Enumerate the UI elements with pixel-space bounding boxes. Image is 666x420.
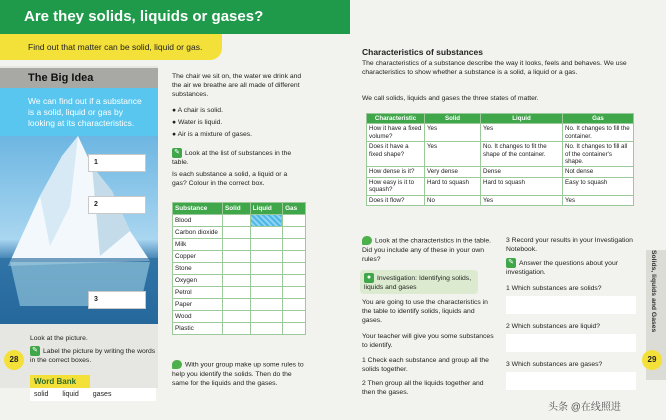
colour-box-liquid[interactable] (250, 227, 282, 239)
substance-name: Carbon dioxide (173, 227, 223, 239)
colour-box-gas[interactable] (283, 311, 306, 323)
chapter-side-tab-label: Solids, liquids and Gases (650, 250, 657, 333)
characteristic-row (367, 124, 634, 142)
substance-name: Wood (173, 311, 223, 323)
characteristics-heading: Characteristics of substances (362, 47, 483, 57)
colour-box-liquid[interactable] (250, 299, 282, 311)
char-header: Characteristic (367, 114, 425, 124)
step-1: 1 Check each substance and group all the solids together. (362, 357, 489, 374)
page-number-left: 28 (4, 350, 24, 370)
colour-box-solid[interactable] (223, 275, 251, 287)
word-bank (30, 375, 156, 411)
substance-row (173, 299, 306, 311)
header-gas: Gas (283, 203, 306, 215)
page-number-right: 29 (642, 350, 662, 370)
colour-box-solid[interactable] (223, 311, 251, 323)
colour-box-liquid[interactable] (250, 323, 282, 335)
pencil-icon: ✎ (30, 346, 40, 356)
characteristic-row (367, 142, 634, 167)
watermark: 头条 @在线照进 (548, 402, 621, 413)
substance-name: Copper (173, 251, 223, 263)
colour-box-liquid[interactable] (250, 287, 282, 299)
characteristic-value: Dense (481, 167, 563, 177)
question-2: 2 Which substances are liquid? (506, 323, 601, 330)
colour-box-solid[interactable] (223, 299, 251, 311)
big-idea-title: The Big Idea (0, 68, 158, 88)
colour-box-liquid[interactable] (250, 239, 282, 251)
colour-box-liquid[interactable] (250, 275, 282, 287)
substance-row (173, 311, 306, 323)
speech-bubble-icon (362, 236, 372, 245)
answer-box-2[interactable] (506, 334, 636, 352)
subtitle-banner: Find out that matter can be solid, liquid or gas. (0, 34, 222, 60)
step-2: 2 Then group all the liquids together and then the gases. (362, 380, 484, 397)
step-3: 3 Record your results in your Investigation Notebook. (506, 237, 633, 254)
colour-box-gas[interactable] (283, 263, 306, 275)
characteristic-value: No (425, 195, 481, 205)
substance-row (173, 287, 306, 299)
colour-box-liquid[interactable] (250, 311, 282, 323)
char-header: Gas (563, 114, 634, 124)
going-to-paragraph: You are going to use the characteristics in the table to identify solids, liquids and gases. (362, 299, 488, 325)
characteristic-value: Yes (481, 124, 563, 142)
substance-name: Blood (173, 215, 223, 227)
colour-box-solid[interactable] (223, 239, 251, 251)
colour-box-gas[interactable] (283, 251, 306, 263)
characteristic-name: Does it flow? (367, 195, 425, 205)
bullet-item: ● Water is liquid. (172, 119, 223, 127)
characteristic-value: Hard to squash (481, 177, 563, 195)
word-liquid: liquid (62, 391, 79, 398)
substance-name: Oxygen (173, 275, 223, 287)
substance-row (173, 215, 306, 227)
substance-row (173, 251, 306, 263)
substance-row (173, 263, 306, 275)
colour-box-gas[interactable] (283, 323, 306, 335)
look-list-instruction: ✎ Look at the list of substances in the table. (172, 149, 292, 166)
colour-box-solid[interactable] (223, 215, 251, 227)
look-instruction: Look at the picture. (30, 335, 88, 342)
characteristic-name: Does it have a fixed shape? (367, 142, 425, 167)
label-instruction: ✎ Label the picture by writing the words in the correct boxes. (30, 347, 156, 364)
answer-box-1[interactable] (506, 296, 636, 314)
bullet-list (172, 106, 302, 140)
characteristic-value: Very dense (425, 167, 481, 177)
look-characteristics: Look at the characteristics in the table. Did you include any of these in your own rules? (362, 237, 491, 263)
colour-box-gas[interactable] (283, 287, 306, 299)
colour-box-gas[interactable] (283, 299, 306, 311)
characteristic-value: No. It changes to fill all of the container's shape. (563, 142, 634, 167)
colour-box-solid[interactable] (223, 287, 251, 299)
characteristic-value: Hard to squash (425, 177, 481, 195)
characteristic-name: How easy is it to squash? (367, 177, 425, 195)
substance-row (173, 239, 306, 251)
colour-box-solid[interactable] (223, 263, 251, 275)
colour-box-gas[interactable] (283, 215, 306, 227)
char-header: Liquid (481, 114, 563, 124)
header-liquid: Liquid (250, 203, 282, 215)
substance-table (172, 202, 306, 335)
colour-box-solid[interactable] (223, 323, 251, 335)
colour-box-liquid[interactable] (250, 215, 282, 227)
substance-name: Paper (173, 299, 223, 311)
characteristic-value: Yes (425, 142, 481, 167)
colour-box-liquid[interactable] (250, 251, 282, 263)
word-gases: gases (92, 391, 112, 398)
colour-box-gas[interactable] (283, 275, 306, 287)
substance-name: Stone (173, 263, 223, 275)
states-paragraph: We call solids, liquids and gases the three states of matter. (362, 95, 539, 102)
header-solid: Solid (223, 203, 251, 215)
pencil-icon: ✎ (172, 148, 182, 158)
substance-name: Plastic (173, 323, 223, 335)
colour-box-solid[interactable] (223, 251, 251, 263)
answer-instruction: ✎ Answer the questions about your investigation. (506, 259, 618, 276)
substance-name: Milk (173, 239, 223, 251)
substance-row (173, 227, 306, 239)
magnifier-icon: ● (364, 273, 374, 283)
characteristics-table (366, 113, 634, 206)
characteristic-value: Yes (563, 195, 634, 205)
characteristic-row (367, 167, 634, 177)
colour-box-solid[interactable] (223, 227, 251, 239)
substance-row (173, 275, 306, 287)
group-task: With your group make up some rules to help you identify the solids. Then do the same for the liquids and the gases. (172, 361, 304, 387)
header-substance: Substance (173, 203, 223, 215)
characteristic-value: Not dense (563, 167, 634, 177)
word-solid: solid (34, 391, 49, 398)
bullet-item: ● A chair is solid. (172, 107, 223, 114)
label-box-3[interactable]: 3 (88, 291, 146, 309)
speech-bubble-icon (172, 360, 182, 369)
characteristic-value: No. It changes to fill the container. (563, 124, 634, 142)
characteristic-value: Yes (481, 195, 563, 205)
bullet-item: ● Air is a mixture of gases. (172, 131, 253, 139)
characteristic-value: Yes (425, 124, 481, 142)
word-bank-words (30, 388, 156, 401)
header-spacer (350, 0, 666, 34)
page-title: Are they solids, liquids or gases? (0, 0, 350, 34)
answer-box-3[interactable] (506, 372, 636, 390)
teacher-paragraph: Your teacher will give you some substances to identify. (362, 333, 494, 350)
characteristic-row (367, 195, 634, 205)
colour-box-gas[interactable] (283, 227, 306, 239)
substance-name: Petrol (173, 287, 223, 299)
pencil-icon: ✎ (506, 258, 516, 268)
characteristic-name: How dense is it? (367, 167, 425, 177)
question-3: 3 Which substances are gases? (506, 361, 603, 368)
investigation-banner: ● Investigation: Identifying solids, liquids and gases (360, 270, 478, 294)
intro-paragraph: The chair we sit on, the water we drink and the air we breathe are all made of different substances. (172, 73, 302, 99)
label-box-1[interactable]: 1 (88, 154, 146, 172)
colour-question: Is each substance a solid, a liquid or a gas? Colour in the correct box. (172, 171, 288, 188)
characteristic-name: How it have a fixed volume? (367, 124, 425, 142)
word-bank-title: Word Bank (30, 375, 90, 388)
char-header: Solid (425, 114, 481, 124)
big-idea-text: We can find out if a substance is a solid, liquid or gas by looking at its characteristics. (0, 88, 158, 136)
characteristic-value: No. It changes to fit the shape of the container. (481, 142, 563, 167)
colour-box-gas[interactable] (283, 239, 306, 251)
label-box-2[interactable]: 2 (88, 196, 146, 214)
characteristics-paragraph: The characteristics of a substance describe the way it looks, feels and behaves. We use characteristics to show whether a substance is a solid, a liquid or a gas. (362, 60, 627, 77)
colour-box-liquid[interactable] (250, 263, 282, 275)
substance-row (173, 323, 306, 335)
characteristic-row (367, 177, 634, 195)
characteristic-value: Easy to squash (563, 177, 634, 195)
question-1: 1 Which substances are solids? (506, 285, 602, 292)
